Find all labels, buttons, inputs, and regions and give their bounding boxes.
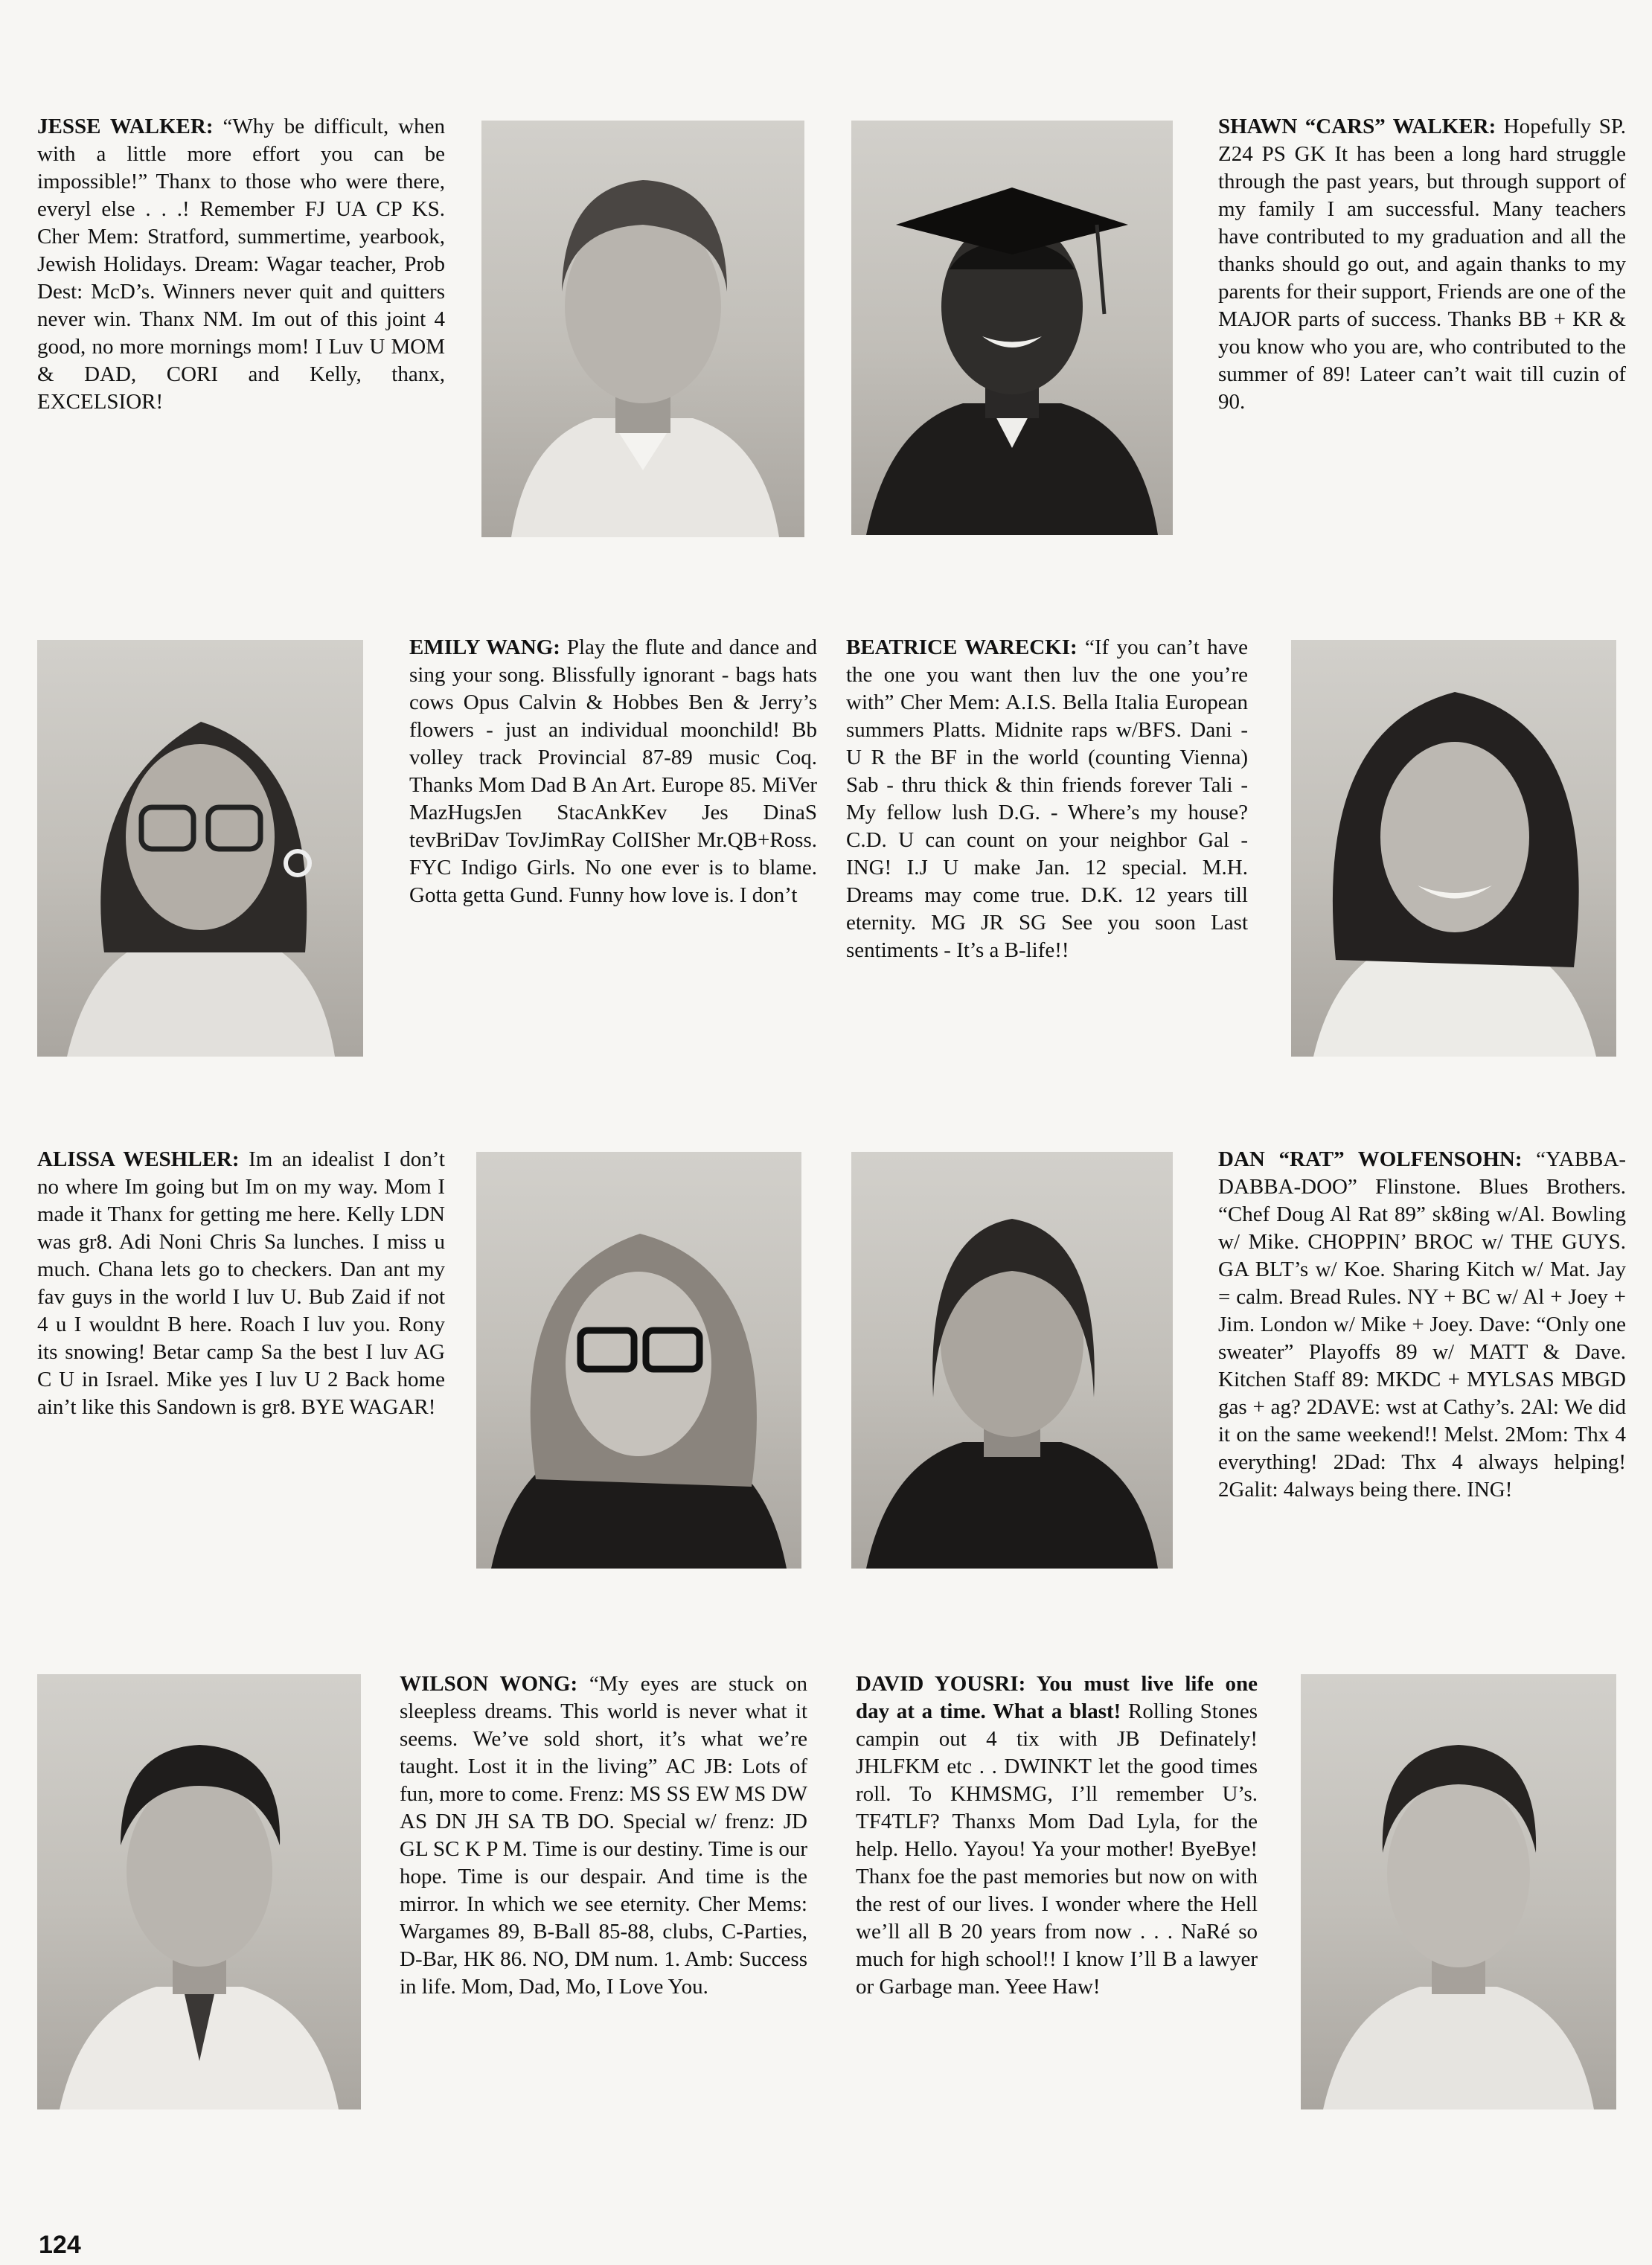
entry-emily-wang: [409, 634, 817, 909]
portrait-silhouette-icon: [1301, 1674, 1616, 2109]
entry-alissa-weshler: [37, 1146, 445, 1421]
student-bio: “Why be difficult, when with a little more effort you can be impossible!” Thanx to those who were there, everyl else . . .! Remember FJ UA CP KS. Cher Mem: Stratford, summertime, yearbook, Jewish Holidays. Dream: Wagar teacher, Prob Dest: McD’s. Winners never quit and quitters never win. Thanx NM. Im out of this joint 4 good, no more mornings mom! I Luv U MOM & DAD, CORI and Kelly, thanx, EXCELSIOR!: [37, 115, 445, 414]
student-bio: “My eyes are stuck on sleepless dreams. This world is never what it seems. We’ve sold short, it’s what we’re taught. Lost it in the living” AC JB: Lots of fun, more to come. Frenz: MS SS EW MS DW AS DN JH SA TB DO. Special w/ frenz: JD GL SC K P M. Time is our destiny. Time is our hope. Time is our despair. And time is the mirror. In which we see eternity. Cher Mems: Wargames 89, B-Ball 85-88, clubs, C-Parties, D-Bar, HK 86. NO, DM num. 1. Amb: Success in life. Mom, Dad, Mo, I Love You.: [400, 1672, 807, 1999]
entry-wilson-wong: [400, 1670, 807, 2001]
student-bio: “YABBA-DABBA-DOO” Flinstone. Blues Brothers. “Chef Doug Al Rat 89” sk8ing w/Al. Bowling w/ Mike. CHOPPIN’ BROC w/ THE GUYS. GA BLT’s w/ Koe. Sharing Kitch w/ Mat. Jay = calm. Bread Rules. NY + BC w/ Al + Joey + Jim. London w/ Mike + Joey. Dave: “Only one sweater” Playoffs 89 w/ MATT & Dave. Kitchen Staff 89: MKDC + MYLSAS MBGD gas + ag? 2DAVE: wst at Cathy’s. 2Al: We did it on the same weekend!! Melst. 2Mom: Thx 4 everything! 2Dad: Thx 4 always helping! 2Galit: 4always being there. ING!: [1218, 1147, 1627, 1502]
student-bio: Rolling Stones campin out 4 tix with JB Definately! JHLFKM etc . . DWINKT let the good times roll. To KHMSMG, I’ll remember U’s. TF4TLF? Thanxs Mom Dad Lyla, for the help. Hello. Yayou! Ya your mother! ByeBye! Thanx foe the past memories but now on with the rest of our lives. I wonder where the Hell we’ll all B 20 years from now . . . NaRé so much for high school!! I know I’ll B a lawyer or Garbage man. Yeee Haw!: [856, 1699, 1258, 1999]
entry-jesse-walker: [37, 113, 445, 416]
portrait-emily-wang: [37, 640, 363, 1057]
student-name: SHAWN “CARS” WALKER:: [1218, 115, 1496, 138]
portrait-david-yousri: [1301, 1674, 1616, 2109]
portrait-alissa-weshler: [476, 1152, 801, 1569]
graduation-portrait-icon: [476, 1152, 801, 1569]
student-name: DAN “RAT” WOLFENSOHN:: [1218, 1147, 1523, 1171]
portrait-silhouette-icon: [37, 1674, 361, 2109]
portrait-jesse-walker: [481, 121, 804, 537]
student-name: DAVID YOUSRI: You must live life one day at a time. What a blast!: [856, 1672, 1258, 1723]
graduation-portrait-icon: [851, 121, 1173, 535]
portrait-beatrice-warecki: [1291, 640, 1616, 1057]
portrait-silhouette-icon: [1291, 640, 1616, 1057]
student-bio: Hopefully SP. Z24 PS GK It has been a long hard struggle through the past years, but through support of my family I am successful. Many teachers have contributed to my graduation and all the thanks should go out, and again thanks to my parents for their support, Friends are one of the MAJOR parts of success. Thanks BB + KR & you know who you are, who contributed to the summer of 89! Lateer can’t wait till cuzin of 90.: [1218, 115, 1626, 414]
student-bio: Play the flute and dance and sing your song. Blissfully ignorant - bags hats cows Opus Calvin & Hobbes Ben & Jerry’s flowers - just an individual moonchild! Bb volley track Provincial 87-89 music Coq. Thanks Mom Dad B An Art. Europe 85. MiVer MazHugsJen StacAnkKev Jes DinaS tevBriDav TovJimRay ColISher Mr.QB+Ross. FYC Indigo Girls. No one ever is to blame. Gotta getta Gund. Funny how love is. I don’t: [409, 635, 817, 907]
student-name: ALISSA WESHLER:: [37, 1147, 240, 1171]
student-name: EMILY WANG:: [409, 635, 560, 659]
portrait-shawn-walker: [851, 121, 1173, 535]
student-name: JESSE WALKER:: [37, 115, 214, 138]
student-bio: Im an idealist I don’t no where Im going but Im on my way. Mom I made it Thanx for getting me here. Kelly LDN was gr8. Adi Noni Chris Sa lunches. I miss u much. Chana lets go to checkers. Dan ant my fav guys in the world I luv U. Bub Zaid if not 4 u I wouldnt B here. Roach I luv you. Rony its snowing! Betar camp Sa the best I luv AG C U in Israel. Mike yes I luv U 2 Back home ain’t like this Sandown is gr8. BYE WAGAR!: [37, 1147, 445, 1419]
entry-shawn-walker: [1218, 113, 1626, 416]
student-bio: “If you can’t have the one you want then luv the one you’re with” Cher Mem: A.I.S. Bella Italia European summers Platts. Midnite raps w/BFS. Dani - U R the BF in the world (counting Vienna) Sab - thru thick & thin friends forever Tali - My fellow lush D.G. - Where’s my house? C.D. U can count on your neighbor Gal - ING! I.J U make Jan. 12 special. M.H. Dreams may come true. D.K. 12 years till eternity. MG JR SG See you soon Last sentiments - It’s a B-life!!: [846, 635, 1248, 962]
graduation-portrait-icon: [851, 1152, 1173, 1569]
entry-david-yousri: [856, 1670, 1258, 2001]
entry-beatrice-warecki: [846, 634, 1248, 964]
portrait-wilson-wong: [37, 1674, 361, 2109]
student-name: WILSON WONG:: [400, 1672, 578, 1696]
student-name: BEATRICE WARECKI:: [846, 635, 1078, 659]
page-number: 124: [39, 2231, 81, 2259]
portrait-silhouette-icon: [481, 121, 804, 537]
portrait-silhouette-icon: [37, 640, 363, 1057]
portrait-dan-wolfensohn: [851, 1152, 1173, 1569]
entry-dan-wolfensohn: [1218, 1146, 1626, 1504]
